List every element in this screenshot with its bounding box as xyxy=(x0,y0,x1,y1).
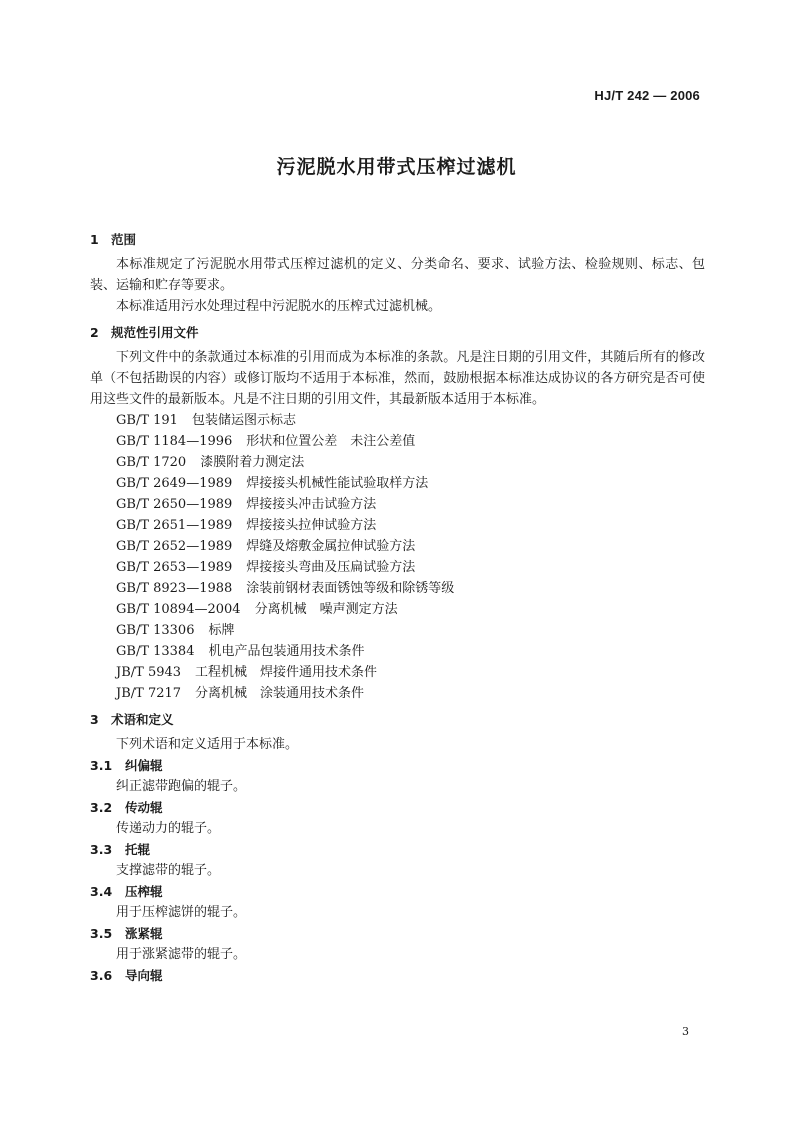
reference-list xyxy=(90,410,705,704)
reference-name: 焊接接头拉伸试验方法 xyxy=(246,518,377,533)
reference-item xyxy=(90,557,705,578)
reference-code: GB/T 2650—1989 xyxy=(116,497,233,512)
reference-code: GB/T 2652—1989 xyxy=(116,539,233,554)
reference-code: GB/T 13306 xyxy=(116,623,195,638)
reference-item xyxy=(90,536,705,557)
reference-code: JB/T 7217 xyxy=(116,686,182,701)
term-number: 3.6 xyxy=(90,968,113,983)
term-name: 托辊 xyxy=(125,842,151,857)
section-heading-2 xyxy=(90,322,705,343)
term-name: 导向辊 xyxy=(125,968,163,983)
reference-item xyxy=(90,473,705,494)
reference-item xyxy=(90,620,705,641)
reference-code: GB/T 2653—1989 xyxy=(116,560,233,575)
paragraph: 本标准规定了污泥脱水用带式压榨过滤机的定义、分类命名、要求、试验方法、检验规则、标志、包装、运输和贮存等要求。 xyxy=(90,257,705,293)
term-heading xyxy=(90,881,705,902)
reference-name: 包装储运图示标志 xyxy=(191,413,296,428)
term-name: 压榨辊 xyxy=(125,884,163,899)
reference-item xyxy=(90,494,705,515)
section-title: 范围 xyxy=(111,232,137,247)
reference-name: 分离机械 涂装通用技术条件 xyxy=(195,686,365,701)
reference-name: 焊缝及熔敷金属拉伸试验方法 xyxy=(246,539,416,554)
reference-name: 工程机械 焊接件通用技术条件 xyxy=(195,665,378,680)
reference-name: 机电产品包装通用技术条件 xyxy=(208,644,365,659)
term-name: 涨紧辊 xyxy=(125,926,163,941)
section-number: 1 xyxy=(90,232,99,247)
term-heading xyxy=(90,755,705,776)
reference-item xyxy=(90,683,705,704)
reference-item xyxy=(90,410,705,431)
reference-item xyxy=(90,641,705,662)
section-heading-3 xyxy=(90,709,705,730)
reference-item xyxy=(90,662,705,683)
page-number: 3 xyxy=(682,1025,689,1038)
reference-name: 分离机械 噪声测定方法 xyxy=(254,602,398,617)
term-heading xyxy=(90,965,705,986)
reference-code: GB/T 13384 xyxy=(116,644,195,659)
reference-item xyxy=(90,515,705,536)
term-definition: 传递动力的辊子。 xyxy=(116,821,221,836)
term-number: 3.3 xyxy=(90,842,113,857)
reference-code: GB/T 1184—1996 xyxy=(116,434,233,449)
reference-item xyxy=(90,452,705,473)
term-name: 传动辊 xyxy=(125,800,163,815)
section-heading-1 xyxy=(90,229,705,250)
paragraph: 本标准适用污水处理过程中污泥脱水的压榨式过滤机械。 xyxy=(116,299,442,314)
reference-item xyxy=(90,431,705,452)
term-definition: 用于压榨滤饼的辊子。 xyxy=(116,905,247,920)
standard-code: HJ/T 242 — 2006 xyxy=(594,88,700,103)
reference-code: GB/T 2651—1989 xyxy=(116,518,233,533)
paragraph: 下列文件中的条款通过本标准的引用而成为本标准的条款。凡是注日期的引用文件，其随后所有的修改单（不包括勘误的内容）或修订版均不适用于本标准，然而，鼓励根据本标准达成协议的各方研究是否可使用这些文件的最新版本。凡是不注日期的引用文件，其最新版本适用于本标准。 xyxy=(90,350,705,407)
reference-name: 焊接接头机械性能试验取样方法 xyxy=(246,476,429,491)
reference-code: GB/T 8923—1988 xyxy=(116,581,233,596)
term-definition: 支撑滤带的辊子。 xyxy=(116,863,221,878)
reference-code: GB/T 191 xyxy=(116,413,178,428)
term-definition: 用于涨紧滤带的辊子。 xyxy=(116,947,247,962)
paragraph: 下列术语和定义适用于本标准。 xyxy=(116,737,299,752)
reference-item xyxy=(90,578,705,599)
section-number: 3 xyxy=(90,712,99,727)
term-number: 3.4 xyxy=(90,884,113,899)
document-title: 污泥脱水用带式压榨过滤机 xyxy=(276,156,517,178)
reference-name: 标牌 xyxy=(208,623,235,638)
reference-code: GB/T 10894—2004 xyxy=(116,602,241,617)
section-title: 规范性引用文件 xyxy=(111,325,199,340)
reference-code: GB/T 2649—1989 xyxy=(116,476,233,491)
term-number: 3.5 xyxy=(90,926,113,941)
reference-name: 涂装前钢材表面锈蚀等级和除锈等级 xyxy=(246,581,455,596)
reference-code: GB/T 1720 xyxy=(116,455,187,470)
reference-name: 焊接接头弯曲及压扁试验方法 xyxy=(246,560,416,575)
reference-name: 漆膜附着力测定法 xyxy=(200,455,305,470)
term-name: 纠偏辊 xyxy=(125,758,163,773)
reference-item xyxy=(90,599,705,620)
term-heading xyxy=(90,923,705,944)
term-heading xyxy=(90,797,705,818)
section-title: 术语和定义 xyxy=(111,712,174,727)
section-number: 2 xyxy=(90,325,99,340)
term-heading xyxy=(90,839,705,860)
reference-name: 形状和位置公差 未注公差值 xyxy=(246,434,416,449)
document-body xyxy=(90,229,705,986)
term-number: 3.2 xyxy=(90,800,113,815)
reference-name: 焊接接头冲击试验方法 xyxy=(246,497,377,512)
reference-code: JB/T 5943 xyxy=(116,665,182,680)
term-number: 3.1 xyxy=(90,758,113,773)
term-definition: 纠正滤带跑偏的辊子。 xyxy=(116,779,247,794)
